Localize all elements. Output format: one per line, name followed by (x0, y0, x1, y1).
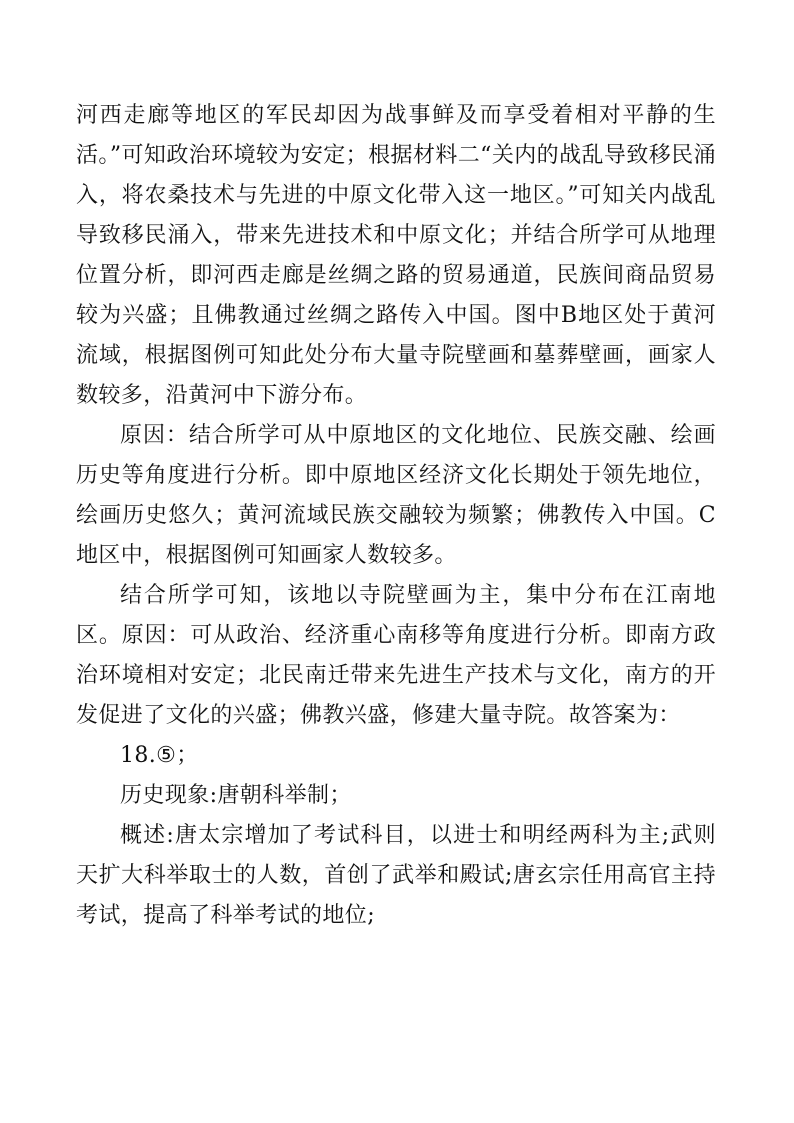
summary-paragraph: 概述:唐太宗增加了考试科目，以进士和明经两科为主;武则天扩大科举取士的人数，首创了武举和殿试;唐玄宗任用高官主持考试，提高了科举考试的地位; (76, 823, 716, 928)
document-body (76, 96, 716, 936)
paragraph-reason-central-plains: 原因：结合所学可从中原地区的文化地位、民族交融、绘画历史等角度进行分析。即中原地区经济文化长期处于领先地位，绘画历史悠久；黄河流域民族交融较为频繁；佛教传入中国。C地区中，根据图例可知画家人数较多。 (76, 423, 716, 568)
historical-phenomenon: 历史现象:唐朝科举制； (120, 783, 352, 808)
question-number: 18.⑤； (120, 743, 199, 768)
paragraph-continuation: 河西走廊等地区的军民却因为战事鲜及而享受着相对平静的生活。”可知政治环境较为安定；根据材料二“关内的战乱导致移民涌入，将农桑技术与先进的中原文化带入这一地区。”可知关内战乱导致移民涌入，带来先进技术和中原文化；并结合所学可从地理位置分析，即河西走廊是丝绸之路的贸易通道，民族间商品贸易较为兴盛；且佛教通过丝绸之路传入中国。图中B地区处于黄河流域，根据图例可知此处分布大量寺院壁画和墓葬壁画，画家人数较多，沿黄河中下游分布。 (76, 103, 716, 408)
paragraph-reason-jiangnan: 结合所学可知，该地以寺院壁画为主，集中分布在江南地区。原因：可从政治、经济重心南移等角度进行分析。即南方政治环境相对安定；北民南迁带来先进生产技术与文化，南方的开发促进了文化的兴盛；佛教兴盛，修建大量寺院。故答案为： (76, 583, 716, 728)
